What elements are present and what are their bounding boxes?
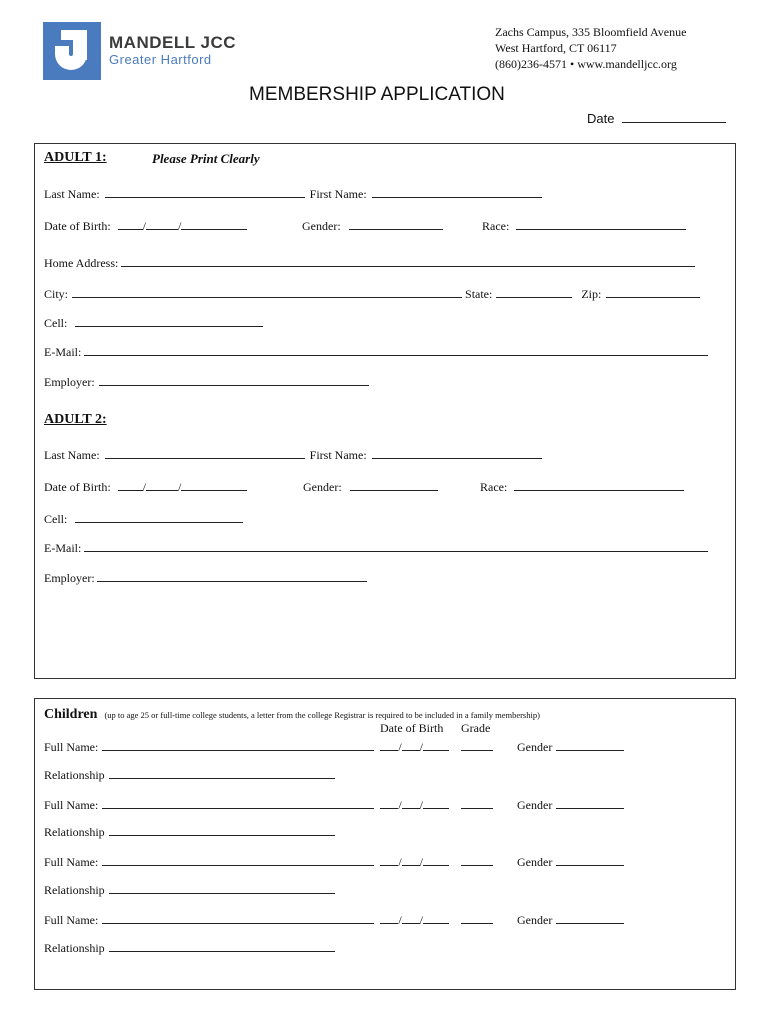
adult1-email-row: E-Mail: <box>44 344 708 360</box>
adult1-employer-field[interactable] <box>99 374 369 386</box>
child-gender: Gender <box>517 912 624 928</box>
child-relationship-field[interactable] <box>109 767 335 779</box>
child-dob-day[interactable] <box>402 854 420 866</box>
adult2-dob-row: Date of Birth: / / <box>44 479 247 495</box>
adult1-first-name-field[interactable] <box>372 186 542 198</box>
adult2-heading: ADULT 2: <box>44 412 107 427</box>
address-line-3: (860)236-4571 • www.mandelljcc.org <box>495 57 677 71</box>
print-clearly-note: Please Print Clearly <box>152 151 260 166</box>
adult1-email-field[interactable] <box>84 344 708 356</box>
child-relationship-row: Relationship <box>44 882 335 898</box>
col-dob-header: Date of Birth <box>380 721 444 735</box>
child-row: Full Name: / / <box>44 797 493 813</box>
child-full-name-field[interactable] <box>102 912 374 924</box>
adult1-last-name-field[interactable] <box>105 186 305 198</box>
children-note: (up to age 25 or full-time college students, a letter from the college Registrar is required to be included in a family membership) <box>104 710 540 720</box>
adult2-last-name-field[interactable] <box>105 447 305 459</box>
adult1-state-field[interactable] <box>496 286 572 298</box>
child-dob-month[interactable] <box>380 912 398 924</box>
adult1-cell-row: Cell: <box>44 315 263 331</box>
adult1-gender-field[interactable] <box>349 218 443 230</box>
logo-tagline: Greater Hartford <box>109 52 212 67</box>
child-grade-field[interactable] <box>461 912 493 924</box>
adult2-gender-field[interactable] <box>350 479 438 491</box>
child-grade-field[interactable] <box>461 854 493 866</box>
child-gender-field[interactable] <box>556 739 624 751</box>
child-dob-month[interactable] <box>380 797 398 809</box>
child-full-name-field[interactable] <box>102 797 374 809</box>
child-gender-field[interactable] <box>556 797 624 809</box>
date-field[interactable] <box>622 111 726 123</box>
adult1-dob-row: Date of Birth: / / <box>44 218 247 234</box>
child-row: Full Name: / / <box>44 912 493 928</box>
child-gender: Gender <box>517 797 624 813</box>
page-title: MEMBERSHIP APPLICATION <box>249 84 505 105</box>
child-relationship-field[interactable] <box>109 882 335 894</box>
adult1-zip-field[interactable] <box>606 286 700 298</box>
col-grade-header: Grade <box>461 721 491 735</box>
adult2-cell-row: Cell: <box>44 511 243 527</box>
child-dob-year[interactable] <box>423 854 449 866</box>
child-dob-day[interactable] <box>402 912 420 924</box>
adult2-email-row: E-Mail: <box>44 540 708 556</box>
adult2-dob-month[interactable] <box>118 479 143 491</box>
child-grade-field[interactable] <box>461 739 493 751</box>
adult1-city-field[interactable] <box>72 286 462 298</box>
adult2-dob-day[interactable] <box>146 479 178 491</box>
child-dob-day[interactable] <box>402 739 420 751</box>
adult2-race-field[interactable] <box>514 479 684 491</box>
adult2-cell-field[interactable] <box>75 511 243 523</box>
child-dob-day[interactable] <box>402 797 420 809</box>
adult2-race: Race: <box>480 479 684 495</box>
child-relationship-field[interactable] <box>109 940 335 952</box>
address-line-2: West Hartford, CT 06117 <box>495 41 617 55</box>
child-dob-month[interactable] <box>380 739 398 751</box>
adult2-employer-field[interactable] <box>97 570 367 582</box>
adult1-cell-field[interactable] <box>75 315 263 327</box>
child-dob-year[interactable] <box>423 739 449 751</box>
child-relationship-field[interactable] <box>109 824 335 836</box>
adult1-dob-year[interactable] <box>181 218 247 230</box>
jcc-logo-icon <box>43 22 101 80</box>
adult1-dob-month[interactable] <box>118 218 143 230</box>
adult1-city-row: City: State: Zip: <box>44 286 700 302</box>
child-gender: Gender <box>517 854 624 870</box>
adult1-address-row: Home Address: <box>44 255 695 271</box>
adult1-heading: ADULT 1: <box>44 150 107 165</box>
adult2-dob-year[interactable] <box>181 479 247 491</box>
adult2-email-field[interactable] <box>84 540 708 552</box>
child-dob-year[interactable] <box>423 912 449 924</box>
child-gender: Gender <box>517 739 624 755</box>
child-dob-year[interactable] <box>423 797 449 809</box>
child-relationship-row: Relationship <box>44 767 335 783</box>
child-relationship-row: Relationship <box>44 940 335 956</box>
logo-name: MANDELL JCC <box>109 33 237 52</box>
child-grade-field[interactable] <box>461 797 493 809</box>
child-row: Full Name: / / <box>44 739 493 755</box>
adult1-address-field[interactable] <box>121 255 695 267</box>
child-gender-field[interactable] <box>556 854 624 866</box>
children-heading: Children <box>44 707 98 722</box>
child-full-name-field[interactable] <box>102 739 374 751</box>
adult2-gender: Gender: <box>303 479 438 495</box>
date-label: Date <box>587 111 726 126</box>
child-full-name-field[interactable] <box>102 854 374 866</box>
child-relationship-row: Relationship <box>44 824 335 840</box>
adult1-gender: Gender: <box>302 218 443 234</box>
child-row: Full Name: / / <box>44 854 493 870</box>
adult1-race-field[interactable] <box>516 218 686 230</box>
address-line-1: Zachs Campus, 335 Bloomfield Avenue <box>495 25 687 39</box>
adult1-race: Race: <box>482 218 686 234</box>
child-gender-field[interactable] <box>556 912 624 924</box>
child-dob-month[interactable] <box>380 854 398 866</box>
adult2-name-row: Last Name: First Name: <box>44 447 542 463</box>
adult1-name-row: Last Name: First Name: <box>44 186 542 202</box>
adult2-employer-row: Employer: <box>44 570 367 586</box>
address-block <box>495 24 686 72</box>
adult1-dob-day[interactable] <box>146 218 178 230</box>
adult2-first-name-field[interactable] <box>372 447 542 459</box>
adult1-employer-row: Employer: <box>44 374 369 390</box>
